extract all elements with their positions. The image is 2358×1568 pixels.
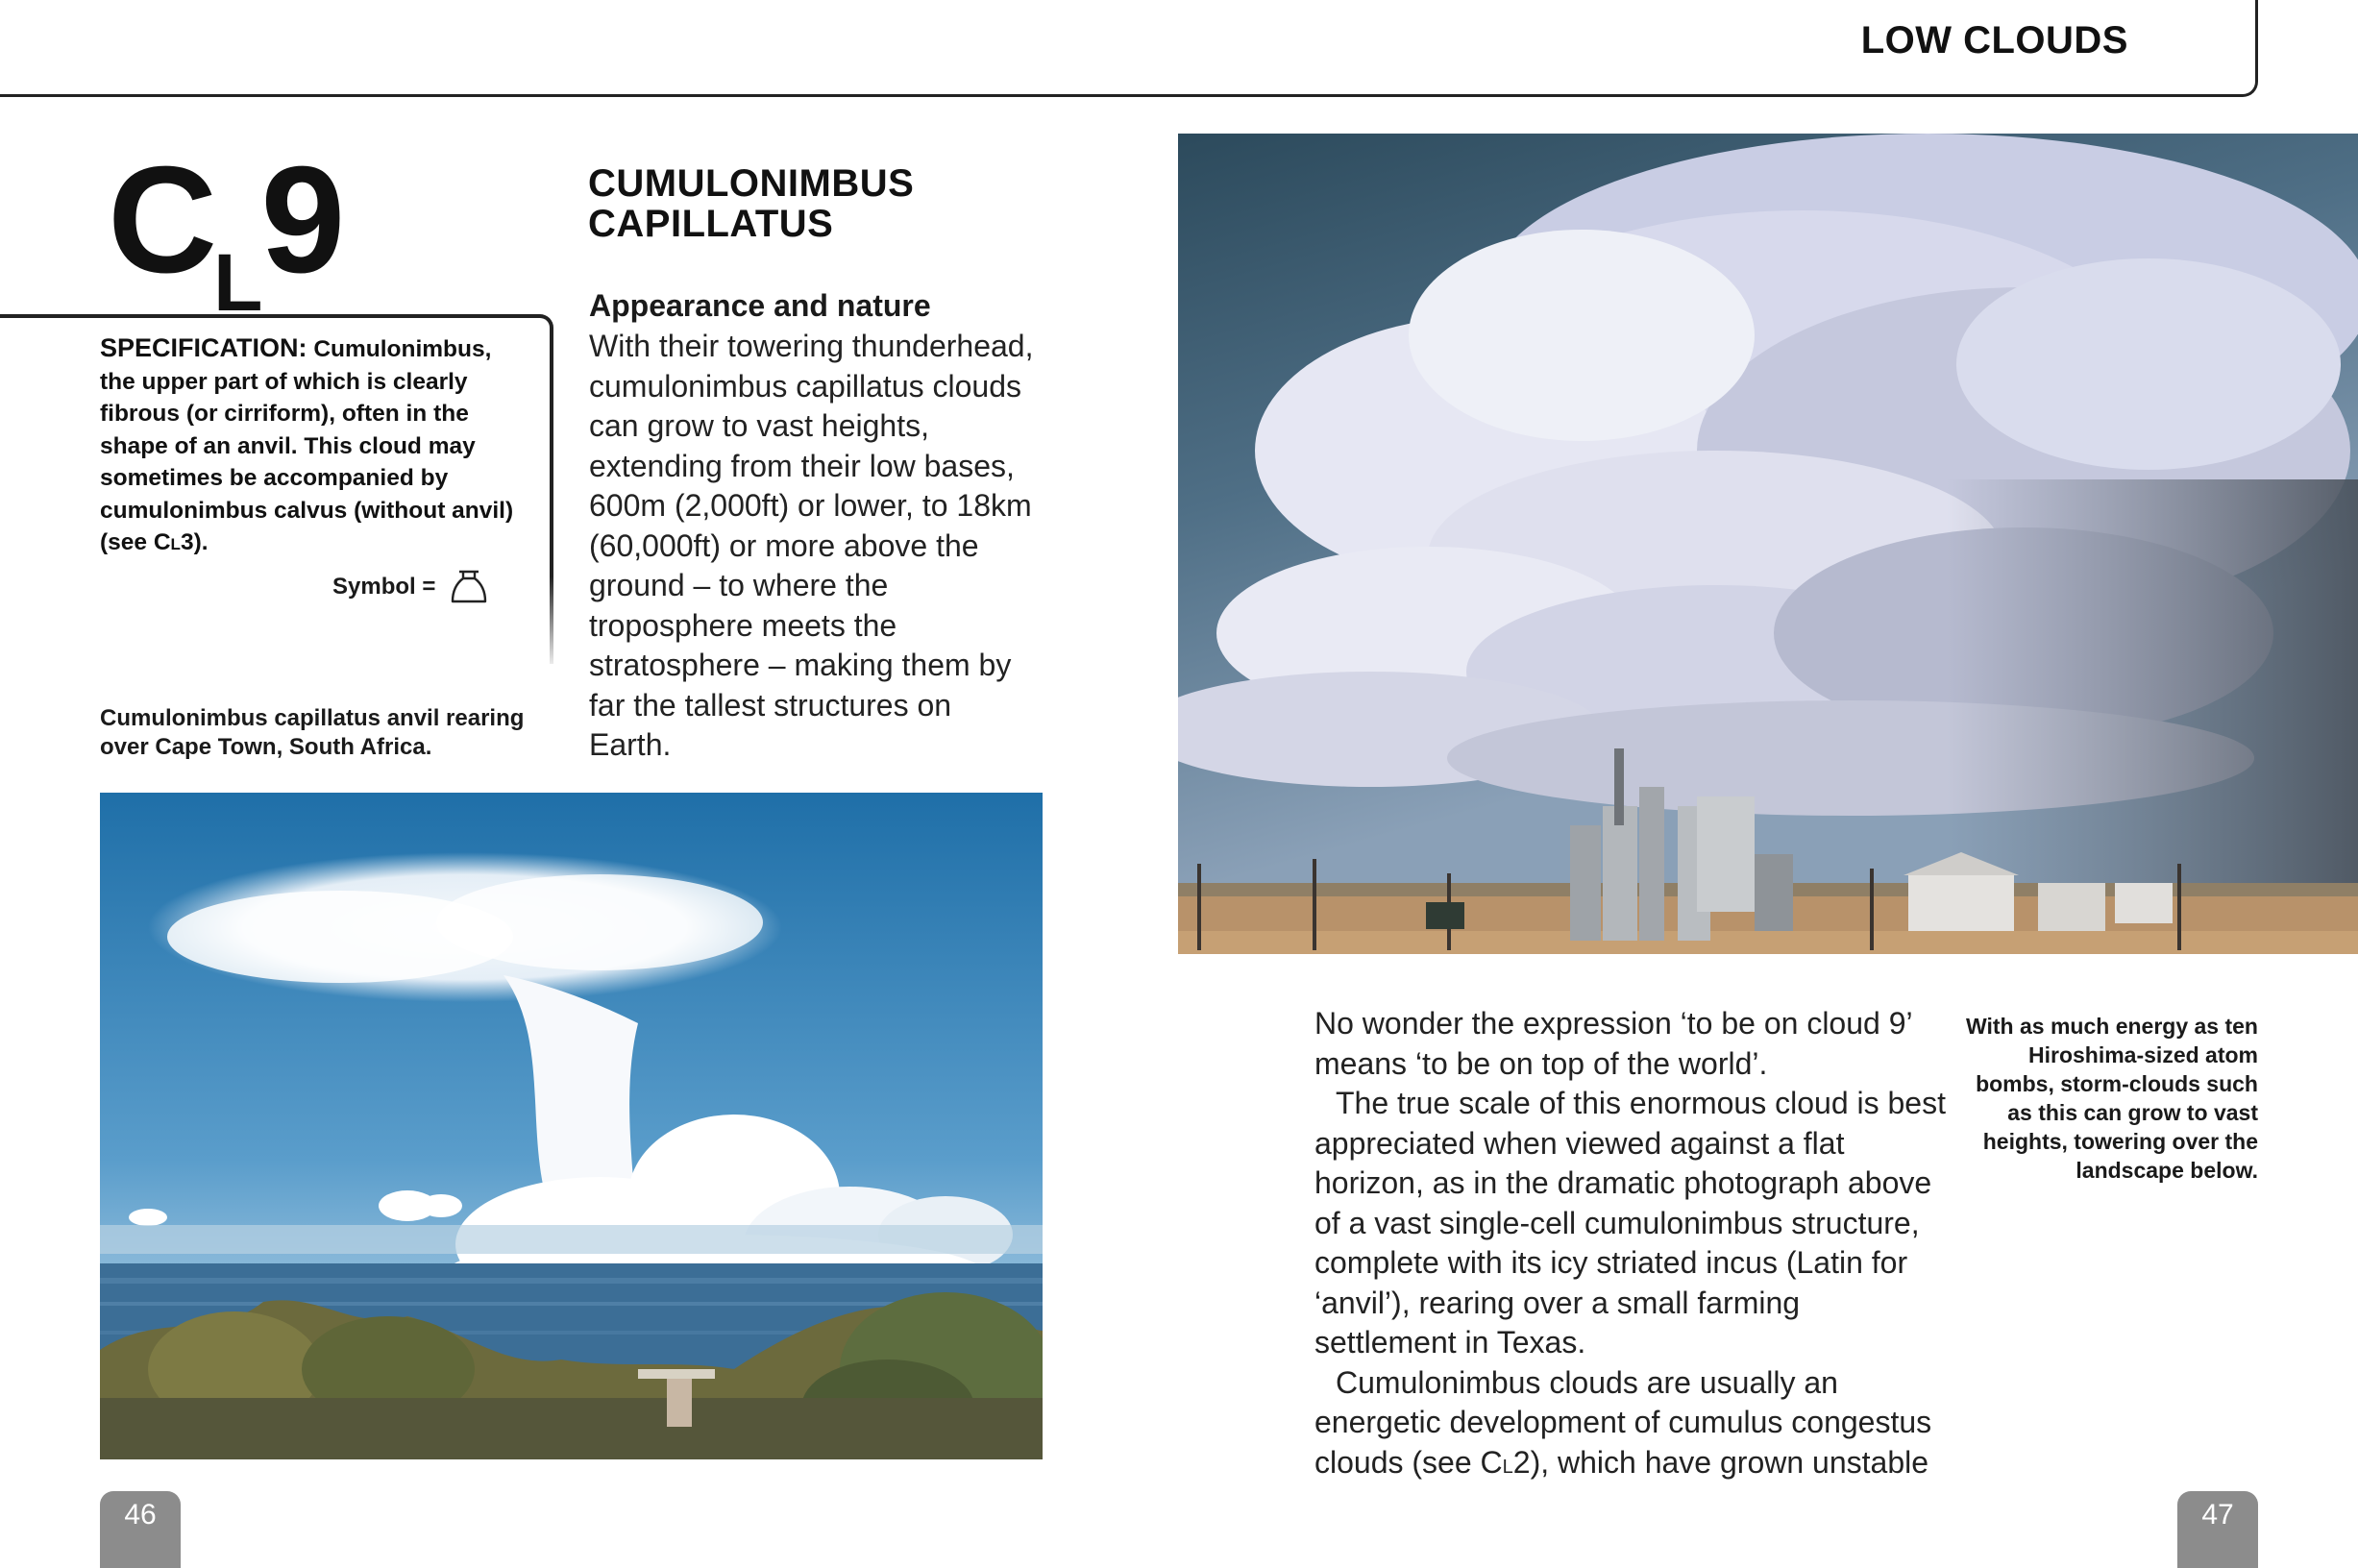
appearance-body: With their towering thunderhead, cumulonimbus capillatus clouds can grow to vast heights, extending from their low bases, 600m (2,000ft) or lower, to 18km (60,000ft) or more above the ground – to where the troposphere meets the stratosphere – making them by far the tallest structures on Earth.	[589, 329, 1034, 762]
body-paragraph-3-subscript: L	[1502, 1456, 1513, 1478]
body-paragraph-3-end: 2), which have grown unstable	[1512, 1444, 1929, 1480]
specification-text	[100, 332, 523, 561]
body-paragraph-2: The true scale of this enormous cloud is best appreciated when viewed against a flat horizon, as in the dramatic photograph above of a vast single-cell cumulonimbus structure, complete with its icy striated incus (Latin for ‘anvil’), rearing over a small farming settlement in Texas.	[1314, 1086, 1946, 1360]
left-photo-caption: Cumulonimbus capillatus anvil rearing over Cape Town, South Africa.	[100, 705, 525, 760]
specification-frame-fade	[548, 576, 555, 673]
section-title: LOW CLOUDS	[1860, 19, 2128, 61]
cape-town-anvil-photo	[100, 793, 1043, 1459]
texas-cumulonimbus-photo	[1178, 134, 2358, 954]
body-text-right	[1314, 1004, 1949, 1487]
specification-body: Cumulonimbus, the upper part of which is clearly fibrous (or cirriform), often in the shape of an anvil. This cloud may sometimes be accompanied by cumulonimbus calvus (without anvil) (see C	[100, 336, 514, 555]
page-number-right: 47	[2177, 1491, 2258, 1568]
symbol-label: Symbol =	[332, 574, 436, 600]
specification-label: SPECIFICATION:	[100, 333, 307, 362]
cumulonimbus-capillatus-symbol-icon	[450, 569, 488, 605]
specification-ref-tail: 3).	[180, 529, 209, 555]
cloud-name-title	[588, 163, 914, 244]
page-number-left: 46	[100, 1491, 181, 1568]
body-paragraph-3	[1314, 1363, 1949, 1488]
cloud-code-number: 9	[260, 135, 342, 305]
cloud-name-line1: CUMULONIMBUS	[588, 162, 915, 205]
body-paragraph-1: No wonder the expression ‘to be on cloud 9’ means ‘to be on top of the world’.	[1314, 1006, 1912, 1081]
cloud-name-line2: CAPILLATUS	[588, 203, 834, 245]
cloud-code	[108, 135, 342, 328]
cloud-code-letter: C	[108, 135, 214, 305]
right-photo-caption: With as much energy as ten Hiroshima-sized atom bombs, storm-clouds such as this can grow to vast heights, towering over the landscape below.	[1966, 1014, 2258, 1183]
cloud-code-subscript: L	[213, 237, 263, 328]
body-paragraph-3-start: Cumulonimbus clouds are usually an energetic development of cumulus congestus clouds (see C	[1314, 1364, 1932, 1480]
specification-ref-subscript: L	[170, 535, 181, 553]
appearance-heading: Appearance and nature	[589, 288, 931, 323]
